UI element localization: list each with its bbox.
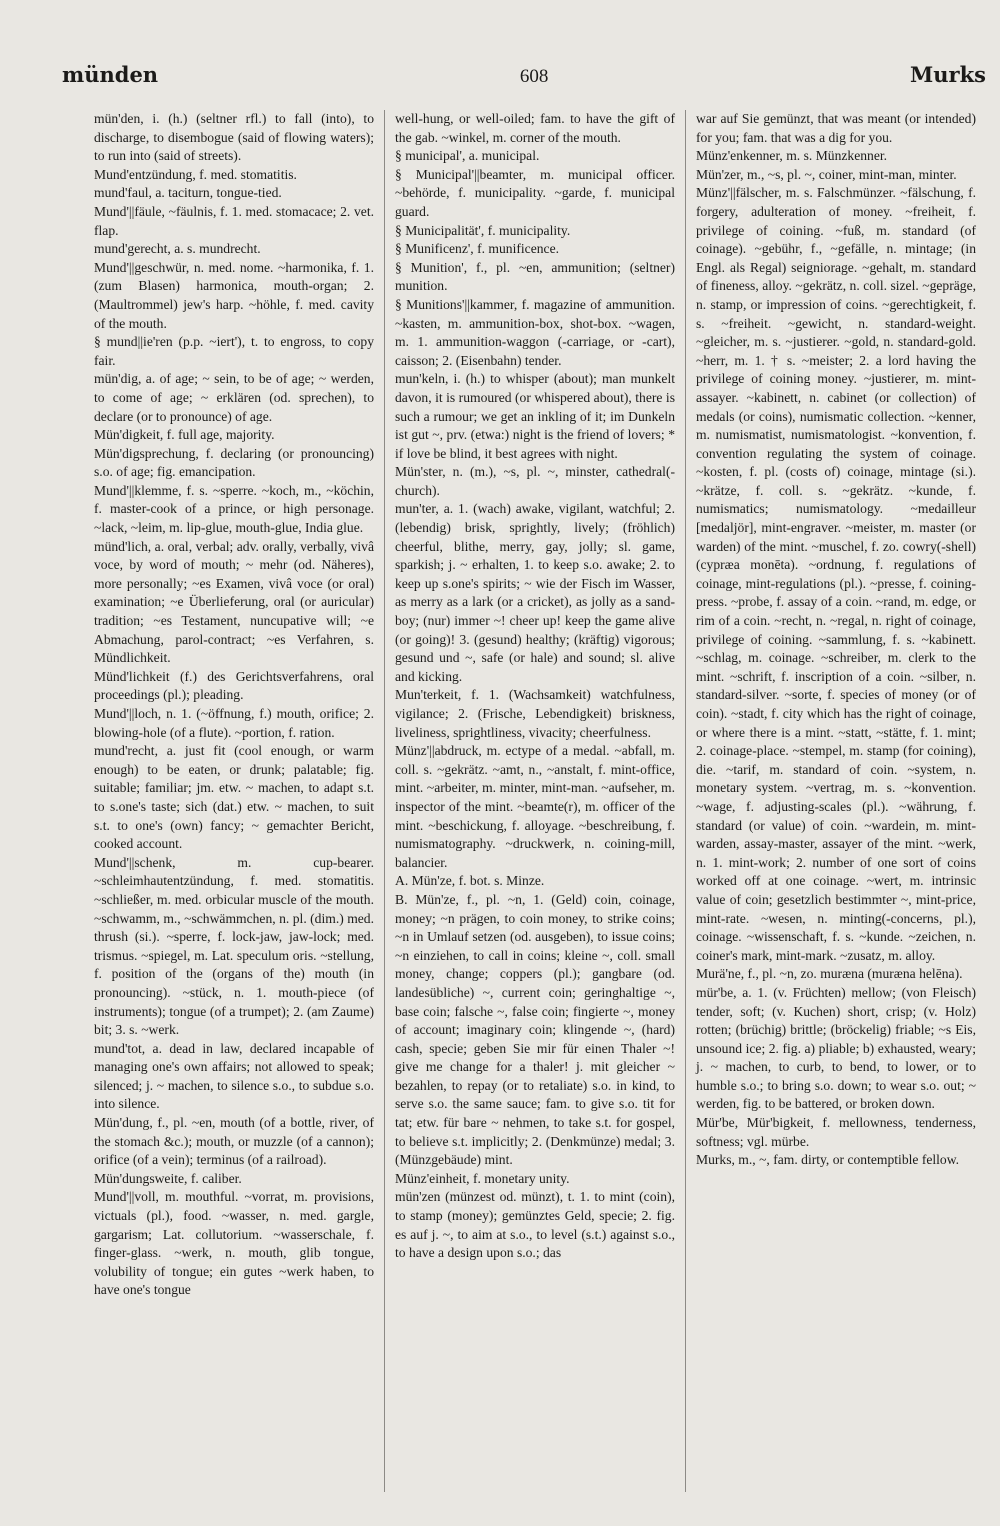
dictionary-entry: mün'zen (münzest od. münzt), t. 1. to mint (coin), to stamp (money); gemünztes Geld, specie; 2. fig. es auf j. ~, to aim at s.o., to level (s.t.) against s.o., to have a design upon s.o.; das [395,1189,675,1261]
dictionary-entry: § mund||ie'ren (p.p. ~iert'), t. to engross, to copy fair. [94,334,374,368]
dictionary-entry: well-hung, or well-oiled; fam. to have the gift of the gab. ~winkel, m. corner of the mouth. [395,111,675,145]
dictionary-entry: Mün'zer, m., ~s, pl. ~, coiner, mint-man, minter. [696,166,957,182]
dictionary-entry: mün'den, i. (h.) (seltner rfl.) to fall (into), to discharge, to disembogue (said of flowing waters); to run into (said of streets). [94,111,374,164]
dictionary-entry: A. Mün'ze, f. bot. s. Minze. [395,873,545,889]
dictionary-entry: § Munificenz', f. munificence. [395,241,560,257]
dictionary-entry: mun'ter, a. 1. (wach) awake, vigilant, watchful; 2. (lebendig) brisk, sprightly, lively; (fröhlich) cheerful, blithe, merry, gay, jolly; sl. game, sparkish; j. ~ erhalten, 1. to keep s.o. awake; 2. to keep up s.one's spirits; ~ wie der Fisch im Wasser, as merry as a lark (or a cricket), as jolly as a sand-boy; (nur) immer ~! cheer up! keep the game alive (or going)! 3. (gesund) healthy; (kräftig) vigorous; gesund und ~, safe (or hale) and sound; sl. alive and kicking. [395,501,675,684]
dictionary-entry: mund'tot, a. dead in law, declared incapable of managing one's own affairs; not allowed to speak; silenced; j. ~ machen, to silence s.o., to subdue s.o. into silence. [94,1040,374,1112]
dictionary-entry: mun'keln, i. (h.) to whisper (about); man munkelt davon, it is rumoured (or whispered about), there is such a rumour; we get an inkling of it; im Dunkeln ist gut ~, prv. (etwa:) night is the friend of lovers; * if love be blind, it best agrees with night. [395,371,675,461]
dictionary-entry: Mün'digsprechung, f. declaring (or pronouncing) s.o. of age; fig. emancipation. [94,445,374,480]
dictionary-entry: § Municipal'||beamter, m. municipal officer. ~behörde, f. municipality. ~garde, f. municipal guard. [395,166,675,219]
guide-word-left: münden [62,62,159,87]
dictionary-entry: Mund'||geschwür, n. med. nome. ~harmonika, f. 1. (zum Blasen) harmonica, mouth-organ; 2. (Maultrommel) jew's harp. ~höhle, f. med. cavity of the mouth. [94,259,374,331]
dictionary-entry: Münz'enkenner, m. s. Münzkenner. [696,148,888,164]
dictionary-entry: § municipal', a. municipal. [395,148,540,164]
dictionary-entry: Mün'dungsweite, f. caliber. [94,1170,242,1186]
dictionary-entry: Münd'lichkeit (f.) des Gerichtsverfahrens, oral proceedings (pl.); pleading. [94,668,374,703]
dictionary-entry: Mür'be, Mür'bigkeit, f. mellowness, tenderness, softness; vgl. mürbe. [696,1115,976,1149]
dictionary-entry: Mund'entzündung, f. med. stomatitis. [94,166,297,182]
dictionary-entry: Mun'terkeit, f. 1. (Wachsamkeit) watchfulness, vigilance; 2. (Frische, Lebendigkeit) briskness, liveliness, sprightliness, vivacity; cheerfulness. [395,687,675,740]
entry-columns [84,110,986,1492]
dictionary-entry: B. Mün'ze, f., pl. ~n, 1. (Geld) coin, coinage, money; ~n prägen, to coin money, to strike coins; ~n in Umlauf setzen (od. ausgeben), to issue coins; ~n einziehen, to call in coins; kleine ~, coll. small money, change; coppers (pl.); gangbare (od. landesübliche) ~, current coin; geringhaltige ~, base coin; falsche ~, false coin; fingierte ~, money of account; imaginary coin; klingende ~, (hard) cash, specie; geben Sie mir für einen Thaler ~! give me change for a thaler! j. mit gleicher ~ bezahlen, to repay (or to retaliate) s.o. in kind, to serve s.o. the same sauce; fam. to give s.o. tit for tat; etw. für bare ~ nehmen, to take s.t. for gospel, to believe s.t. implicitly; 2. (Denkmünze) medal; 3. (Münzgebäude) mint. [395,891,675,1168]
column-2 [384,110,685,1492]
dictionary-entry: Mund'||voll, m. mouthful. ~vorrat, m. provisions, victuals (pl.), food. ~wasser, n. med. gargle, gargarism; Lat. collutorium. ~wasserschale, f. finger-glass. ~werk, n. mouth, glib tongue, volubility of tongue; ein gutes ~werk haben, to have one's tongue [94,1189,374,1298]
dictionary-entry: Münz'||fälscher, m. s. Falschmünzer. ~fälschung, f. forgery, adulteration of money. ~freiheit, f. privilege of coining. ~fuß, m. standard (of coinage). ~gebühr, f., ~gefälle, n. mintage; (in Engl. als Regal) seigniorage. ~gehalt, m. standard of fineness, alloy. ~gekrätz, n. coll. sizel. ~gepräge, n. stamp, or impression of coins. ~gerechtigkeit, f. s. ~freiheit. ~gewicht, n. standard-weight. ~gleicher, m. s. ~justierer. ~gold, n. standard-gold. ~herr, m. 1. † s. ~meister; 2. a lord having the privilege of coining money. ~justierer, m. mint-assayer. ~kabinett, n. cabinet (or collection) of medals (or coins), numismatic collection. ~kenner, m. numismatist, numismatologist. ~konvention, f. convention regulating the system of coinage. ~kosten, f. pl. (costs of) coinage, mintage (si.). ~krätze, f. coll. s. ~gekrätz. ~kunde, f. numismatics; numismatology. ~medailleur [medaljör], mint-engraver. ~meister, m. master (or warden) of the mint. ~muschel, f. zo. cowry(-shell) (cypræa monēta). ~ordnung, f. regulations of coinage, mint-regulations (pl.). ~presse, f. coining-press. ~probe, f. assay of a coin. ~rand, m. edge, or rim of a coin. ~recht, n. ~regal, n. right of coinage, privilege of coining. ~sammlung, f. s. ~kabinett. ~schlag, m. coinage. ~schreiber, m. clerk to the mint. ~schrift, f. inscription of a coin. ~silber, n. standard-silver. ~sorte, f. species of money (or of coin). ~stadt, f. city which has the right of coinage, or where there is a mint. ~statt, ~stätte, f. 1. mint; 2. coinage-place. ~stempel, m. stamp (for coining), die. ~tarif, m. standard of coin. ~system, n. monetary system. ~vertrag, m. s. ~konvention. ~wage, f. adjusting-scales (pl.). ~währung, f. standard (or value) of coin. ~wardein, m. mint-warden, assay-master, assayer of the mint. ~werk, n. 1. mint-work; 2. number of one sort of coins worked off at one coinage. ~wert, m. intrinsic value of coin; gesetzlich bestimmter ~, mint-price, mint-rate. ~wesen, n. minting(-concerns, pl.), coinage. ~wissenschaft, f. s. ~kunde. ~zeichen, n. coiner's mark, mint-mark. ~zusatz, m. alloy. [696,185,976,963]
dictionary-entry: münd'lich, a. oral, verbal; adv. orally, verbally, vivâ voce, by word of mouth; ~ mehr (od. Näheres), more personally; ~es Examen, vivâ voce (or oral) examination; ~e Überlieferung, oral (or auricular) tradition; ~es Testament, nuncupative will; ~e Abmachung, parol-contract; ~es Verfahren, s. Mündlichkeit. [94,538,374,666]
column-3 [685,110,986,1492]
page-number: 608 [519,66,549,87]
dictionary-entry: § Municipalität', f. municipality. [395,222,571,238]
dictionary-entry: Mund'||loch, n. 1. (~öffnung, f.) mouth, orifice; 2. blowing-hole (of a flute). ~portion, f. ration. [94,706,374,740]
dictionary-entry: war auf Sie gemünzt, that was meant (or intended) for you; fam. that was a dig for you. [696,111,976,145]
dictionary-entry: mund'gerecht, a. s. mundrecht. [94,241,261,257]
dictionary-entry: mün'dig, a. of age; ~ sein, to be of age; ~ werden, to come of age; ~ erklären (od. sprechen), to declare (or to pronounce) of age. [94,371,374,424]
dictionary-entry: mund'faul, a. taciturn, tongue-tied. [94,185,282,201]
dictionary-entry: Mund'||schenk, m. cup-bearer. ~schleimhautentzündung, f. med. stomatitis. ~schließer, m. med. orbicular muscle of the mouth. ~schwamm, m., ~schwämmchen, n. pl. (dim.) med. thrush (si.). ~sperre, f. lock-jaw, jaw-lock; med. trismus. ~spiegel, m. Lat. speculum oris. ~stellung, f. position of the (organs of the) mouth (in pronouncing). ~stück, n. 1. mouth-piece (of instruments); tongue (of a trumpet); 2. (am Zaume) bit; 3. s. ~werk. [94,854,374,1038]
dictionary-entry: Mün'ster, n. (m.), ~s, pl. ~, minster, cathedral(-church). [395,464,675,498]
dictionary-entry: Münz'einheit, f. monetary unity. [395,1170,570,1186]
dictionary-entry: Murks, m., ~, fam. dirty, or contemptible fellow. [696,1152,960,1168]
dictionary-entry: Mün'digkeit, f. full age, majority. [94,427,275,443]
dictionary-entry: § Munitions'||kammer, f. magazine of ammunition. ~kasten, m. ammunition-box, shot-box. ~wagen, m. 1. ammunition-waggon (-carriage, or -cart), caisson; 2. (Eisenbahn) tender. [395,296,675,368]
dictionary-entry: Murä'ne, f., pl. ~n, zo. muræna (muræna helēna). [696,966,963,982]
guide-word-right: Murks [910,62,986,87]
dictionary-entry: Mün'dung, f., pl. ~en, mouth (of a bottle, river, of the stomach &c.); mouth, or muzzle (of a cannon); orifice (of a vein); terminus (of a railroad). [94,1115,374,1168]
running-head [62,62,986,92]
dictionary-entry: § Munition', f., pl. ~en, ammunition; (seltner) munition. [395,259,675,294]
column-1 [84,110,384,1492]
dictionary-entry: Mund'||klemme, f. s. ~sperre. ~koch, m., ~köchin, f. master-cook of a prince, or high personage. ~lack, ~leim, m. lip-glue, mouth-glue, India glue. [94,482,374,536]
dictionary-entry: mür'be, a. 1. (v. Früchten) mellow; (von Fleisch) tender, soft; (v. Kuchen) short, crisp; (v. Holz) rotten; (brüchig) brittle; (bröckelig) friable; ~s Eis, unsound ice; 2. fig. a) pliable; b) exhausted, weary; j. ~ machen, to curb, to bend, to lower, or to humble s.o.; to bring s.o. down; to wear s.o. out; ~ werden, fig. to be battered, or broken down. [696,984,976,1112]
dictionary-entry: Mund'||fäule, ~fäulnis, f. 1. med. stomacace; 2. vet. flap. [94,203,374,238]
dictionary-entry: mund'recht, a. just fit (cool enough, or warm enough) to be eaten, or drunk; palatable; fig. suitable; familiar; jm. etw. ~ machen, to adapt s.t. to s.one's taste; sich (dat.) etw. ~ machen, to suit s.t. to one's (own) fancy; ~ gemachter Bericht, cooked account. [94,743,374,852]
dictionary-entry: Münz'||abdruck, m. ectype of a medal. ~abfall, m. coll. s. ~gekrätz. ~amt, n., ~anstalt, f. mint-office, mint. ~arbeiter, m. minter, mint-man. ~aufseher, m. inspector of the mint. ~beamte(r), m. officer of the mint. ~beschickung, f. alloyage. ~beschreibung, f. numismatography. ~druckwerk, n. coining-mill, balancier. [395,743,675,870]
